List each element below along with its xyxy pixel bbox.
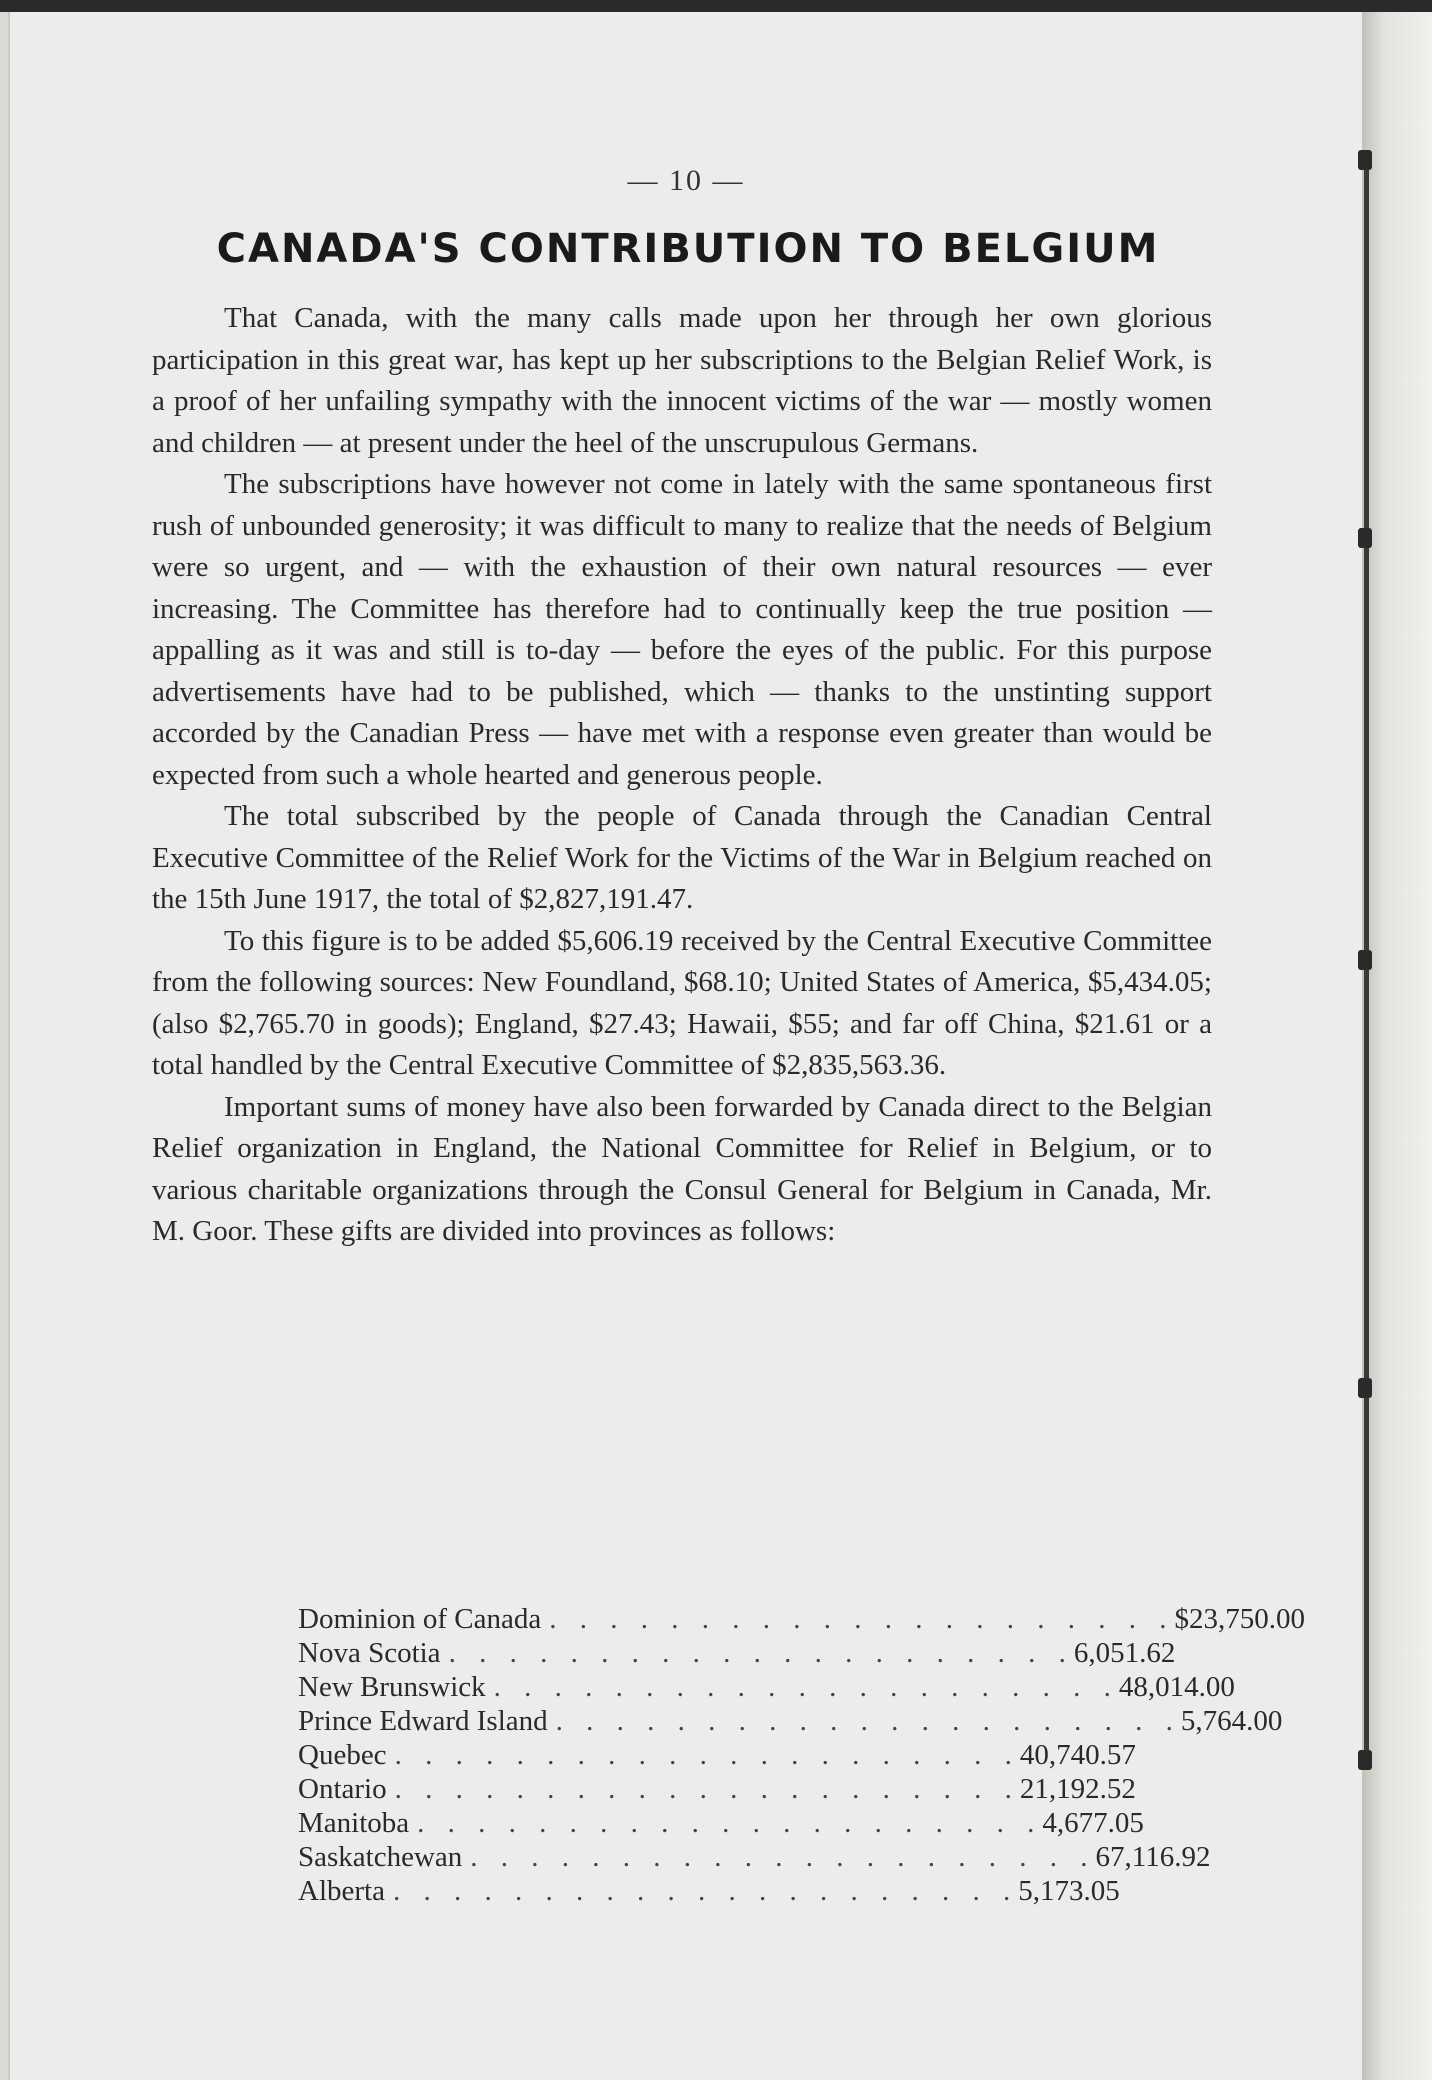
- province-name: Dominion of Canada: [298, 1603, 542, 1635]
- province-amount: 21,192.52: [1019, 1773, 1136, 1805]
- province-amount: 48,014.00: [1118, 1671, 1235, 1703]
- province-amount: 6,051.62: [1073, 1637, 1176, 1669]
- dot-leader: . . . . . . . . . . . . . . . . . . . . .: [392, 1875, 1019, 1907]
- paragraph: To this figure is to be added $5,606.19 received by the Central Executive Committee from the following sources: New Foundland, $68.10; United States of America, $5,434.05; (also $2,765.70 in goods); England, $27.43; Hawaii, $55; and far off China, $21.61 or a total handled by the Central Executive Committee of $2,835,563.36.: [152, 924, 1212, 1081]
- table-row: [298, 1874, 1120, 1908]
- paragraph: The subscriptions have however not come in lately with the same spontaneous first rush of unbounded generosity; it was difficult to many to realize that the needs of Belgium were so urgent, and — with the exhaustion of their own natural resources — ever increasing. The Committee has therefore had to continually keep the true position — appalling as it was and still is to-day — before the eyes of the public. For this purpose advertisements have had to be published, which — thanks to the unstinting support accorded by the Canadian Press — have met with a response even greater than would be expected from such a whole hearted and generous people.: [152, 468, 1212, 791]
- paragraph: The total subscribed by the people of Canada through the Canadian Central Executive Committee of the Relief Work for the Victims of the War in Belgium reached on the 15th June 1917, the total of $2,827,191.47.: [152, 800, 1212, 915]
- binding-stitch: [1358, 1378, 1372, 1398]
- province-name: Manitoba: [298, 1807, 410, 1839]
- table-row: [298, 1602, 1305, 1636]
- page-title: CANADA'S CONTRIBUTION TO BELGIUM: [216, 226, 1160, 272]
- binding-stitch: [1358, 150, 1372, 170]
- dot-leader: . . . . . . . . . . . . . . . . . . . . .: [394, 1773, 1020, 1805]
- province-name: Prince Edward Island: [298, 1705, 548, 1737]
- table-row: [298, 1670, 1235, 1704]
- province-amount: 40,740.57: [1019, 1739, 1136, 1771]
- province-amount: 4,677.05: [1042, 1807, 1144, 1839]
- body-text: [152, 298, 1212, 1253]
- dot-leader: . . . . . . . . . . . . . . . . . . . . .: [417, 1807, 1043, 1839]
- province-name: Quebec: [298, 1739, 387, 1771]
- dot-leader: . . . . . . . . . . . . . . . . . . . . .: [555, 1705, 1181, 1737]
- table-row: [298, 1738, 1136, 1772]
- table-row: [298, 1840, 1211, 1874]
- dot-leader: . . . . . . . . . . . . . . . . . . . . .: [448, 1637, 1074, 1669]
- province-amount: 5,764.00: [1180, 1705, 1283, 1737]
- paragraph: Important sums of money have also been forwarded by Canada direct to the Belgian Relief organization in England, the National Committee for Relief in Belgium, or to various charitable organizations through the Consul General for Belgium in Canada, Mr. M. Goor. These gifts are divided into provinces as follows:: [152, 1090, 1212, 1247]
- province-table: [298, 1602, 1305, 1908]
- province-amount: 5,173.05: [1018, 1875, 1120, 1907]
- binding-stitch: [1358, 1750, 1372, 1770]
- dot-leader: . . . . . . . . . . . . . . . . . . . . .: [470, 1841, 1096, 1873]
- dot-leader: . . . . . . . . . . . . . . . . . . . . .: [493, 1671, 1119, 1703]
- binding-stitch: [1358, 528, 1372, 548]
- binding-stitch: [1358, 950, 1372, 970]
- table-row: [298, 1636, 1176, 1670]
- province-name: New Brunswick: [298, 1671, 486, 1703]
- province-name: Alberta: [298, 1875, 385, 1907]
- province-amount: 67,116.92: [1095, 1841, 1211, 1873]
- book-page-edge: [1360, 12, 1432, 2080]
- scan-top-border: [0, 0, 1432, 12]
- table-row: [298, 1772, 1136, 1806]
- dot-leader: . . . . . . . . . . . . . . . . . . . . .: [549, 1603, 1175, 1635]
- book-page: [8, 12, 1362, 2080]
- table-row: [298, 1704, 1283, 1738]
- table-row: [298, 1806, 1144, 1840]
- dot-leader: . . . . . . . . . . . . . . . . . . . . .: [394, 1739, 1020, 1771]
- paragraph: That Canada, with the many calls made upon her through her own glorious participation in this great war, has kept up her subscriptions to the Belgian Relief Work, is a proof of her unfailing sympathy with the innocent victims of the war — mostly women and children — at present under the heel of the unscrupulous Germans.: [152, 302, 1212, 459]
- province-name: Nova Scotia: [298, 1637, 441, 1669]
- province-amount: $23,750.00: [1174, 1603, 1305, 1635]
- province-name: Ontario: [298, 1773, 387, 1805]
- page-number: — 10 —: [627, 164, 745, 197]
- province-name: Saskatchewan: [298, 1841, 463, 1873]
